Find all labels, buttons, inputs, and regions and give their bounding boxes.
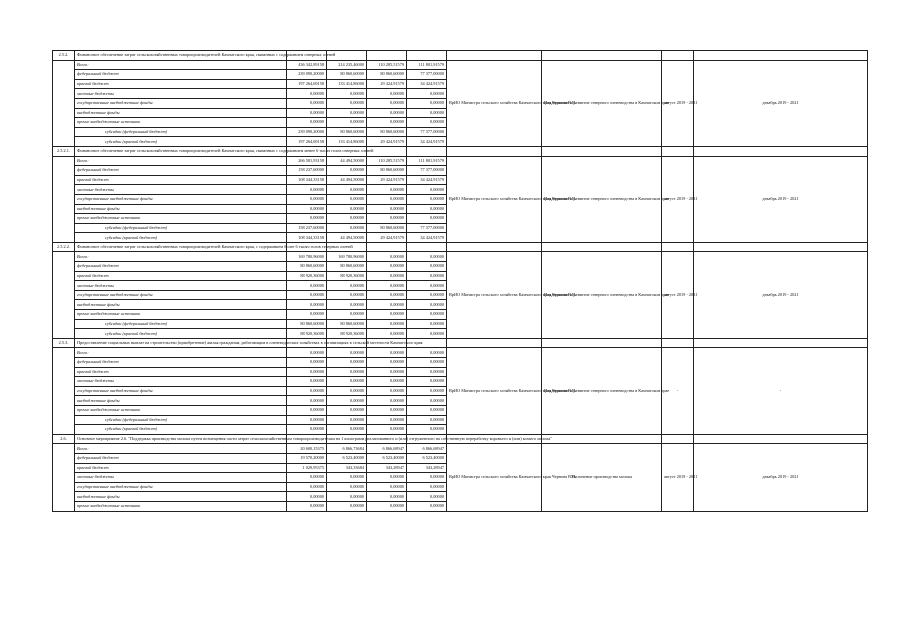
amount-cell: 266 581,93158	[287, 156, 327, 166]
amount-cell: 0,00000	[407, 204, 447, 214]
amount-cell: 111 801,91579	[407, 156, 447, 166]
term-cell: август 2019 - 2021	[662, 60, 694, 146]
amount-cell: 0,00000	[407, 329, 447, 339]
amount-cell: 1 029,95375	[287, 463, 327, 473]
amount-cell: 197 264,69158	[287, 79, 327, 89]
source-label: субсидии (краевой бюджет)	[75, 425, 287, 435]
amount-cell: 0,00000	[407, 425, 447, 435]
section-title-row	[53, 242, 868, 252]
term-cell: -	[662, 348, 694, 434]
amount-cell: 34 424,91579	[407, 175, 447, 185]
amount-cell: 0,00000	[287, 348, 327, 358]
amount-cell: 169 780,96000	[327, 252, 367, 262]
source-label: Всего:	[75, 60, 287, 70]
amount-cell: 34 424,91579	[407, 79, 447, 89]
amount-cell: 0,00000	[327, 310, 367, 320]
amount-cell: 239 090,20000	[287, 127, 327, 137]
empty-cell	[53, 348, 75, 434]
amount-cell: 0,00000	[367, 89, 407, 99]
amount-cell: 0,00000	[327, 425, 367, 435]
amount-cell: 29 424,91579	[367, 233, 407, 243]
amount-cell: 6 523,40000	[367, 453, 407, 463]
amount-cell: 0,00000	[367, 310, 407, 320]
source-label: государственные внебюджетные фонды	[75, 386, 287, 396]
amount-cell: 0,00000	[367, 425, 407, 435]
amount-cell: 0,00000	[407, 108, 447, 118]
amount-cell: 0,00000	[327, 89, 367, 99]
amount-cell: 20 600,15375	[287, 444, 327, 454]
amount-cell: 0,00000	[287, 482, 327, 492]
source-label: федеральный бюджет	[75, 358, 287, 368]
section-title: Финансовое обеспечение затрат сельскохозяйственных товаропроизводителей Камчатского края, связанных с содержанием менее 6 тысяч голов северных оленей	[75, 146, 287, 156]
amount-cell: 0,00000	[407, 358, 447, 368]
responsible-cell: ВрИО Министра сельского хозяйства Камчатского края Чернова В.П.	[447, 444, 542, 511]
source-label: прочие внебюджетные источники	[75, 310, 287, 320]
responsible-cell: ВрИО Министра сельского хозяйства Камчатского края Чернова В.П.	[447, 156, 542, 242]
amount-cell: 0,00000	[287, 214, 327, 224]
amount-cell: 77 377,00000	[407, 166, 447, 176]
result-cell: Поддержание и развитие северного оленеводства в Камчатском крае	[542, 252, 662, 338]
amount-cell: 0,00000	[367, 396, 407, 406]
section-title-row	[53, 338, 868, 348]
amount-cell: 88 920,36000	[287, 329, 327, 339]
amount-cell: 0,00000	[367, 501, 407, 511]
source-label: прочие внебюджетные источники	[75, 214, 287, 224]
amount-cell: 0,00000	[407, 185, 447, 195]
source-label: субсидии (краевой бюджет)	[75, 329, 287, 339]
amount-cell: 80 860,60000	[367, 70, 407, 80]
amount-cell: 80 860,60000	[327, 70, 367, 80]
empty-cell	[53, 444, 75, 511]
amount-cell: 0,00000	[327, 108, 367, 118]
empty-cell	[662, 146, 694, 156]
empty-cell	[447, 146, 542, 156]
amount-cell: 0,00000	[327, 348, 367, 358]
source-label: субсидии (федеральный бюджет)	[75, 127, 287, 137]
amount-cell: 80 860,60000	[367, 223, 407, 233]
empty-cell	[694, 338, 868, 348]
amount-cell: 88 920,36000	[287, 271, 327, 281]
amount-cell: 0,00000	[367, 204, 407, 214]
amount-cell: 0,00000	[327, 185, 367, 195]
responsible-cell: ВрИО Министра сельского хозяйства Камчатского края Чернова В.П.	[447, 348, 542, 434]
amount-cell: 0,00000	[327, 300, 367, 310]
amount-cell: 0,00000	[407, 252, 447, 262]
section-code: 2.6.	[53, 434, 75, 444]
period-cell: декабрь 2019 - 2021	[694, 444, 868, 511]
amount-cell: 0,00000	[407, 405, 447, 415]
source-label: краевой бюджет	[75, 463, 287, 473]
amount-cell: 0,00000	[287, 425, 327, 435]
amount-cell: 0,00000	[327, 281, 367, 291]
empty-cell	[542, 338, 662, 348]
amount-cell: 0,00000	[287, 194, 327, 204]
amount-cell: 0,00000	[407, 214, 447, 224]
amount-cell: 44 494,50000	[327, 175, 367, 185]
amount-cell: 0,00000	[367, 290, 407, 300]
amount-cell: 0,00000	[367, 358, 407, 368]
empty-cell	[447, 242, 542, 252]
amount-cell: 0,00000	[367, 367, 407, 377]
table-row	[53, 60, 868, 70]
source-label: государственные внебюджетные фонды	[75, 482, 287, 492]
period-cell: -	[694, 348, 868, 434]
amount-cell: 0,00000	[287, 185, 327, 195]
amount-cell: 0,00000	[287, 492, 327, 502]
amount-cell: 169 780,96000	[287, 252, 327, 262]
term-cell: август 2019 - 2021	[662, 252, 694, 338]
amount-cell: 0,00000	[407, 89, 447, 99]
source-label: внебюджетные фонды	[75, 396, 287, 406]
amount-cell: 0,00000	[407, 281, 447, 291]
empty-cell	[662, 51, 694, 61]
empty-cell	[694, 51, 868, 61]
empty-cell	[662, 338, 694, 348]
amount-cell: 0,00000	[327, 166, 367, 176]
empty-cell	[542, 146, 662, 156]
source-label: Всего:	[75, 156, 287, 166]
source-label: субсидии (федеральный бюджет)	[75, 223, 287, 233]
amount-cell: 158 237,60000	[287, 223, 327, 233]
amount-cell: 77 377,00000	[407, 127, 447, 137]
section-title: Финансовое обеспечение затрат сельскохозяйственных товаропроизводителей Камчатского края, с содержанием более 6 тысяч голов северных оленей	[75, 242, 287, 252]
amount-cell: 0,00000	[407, 290, 447, 300]
amount-cell: 29 424,91579	[367, 79, 407, 89]
term-cell: август 2019 - 2021	[662, 156, 694, 242]
amount-cell: 0,00000	[367, 405, 407, 415]
amount-cell: 343,33684	[327, 463, 367, 473]
amount-cell: 44 494,50000	[327, 156, 367, 166]
amount-cell: 0,00000	[287, 377, 327, 387]
section-code: 2.5.2.1.	[53, 146, 75, 156]
amount-cell: 0,00000	[367, 415, 407, 425]
amount-cell: 0,00000	[407, 396, 447, 406]
source-label: внебюджетные фонды	[75, 108, 287, 118]
amount-cell: 6 523,40000	[327, 453, 367, 463]
responsible-cell: ВрИО Министра сельского хозяйства Камчатского края Чернова В.П.	[447, 252, 542, 338]
amount-cell: 0,00000	[407, 501, 447, 511]
amount-cell: 0,00000	[367, 262, 407, 272]
source-label: субсидии (краевой бюджет)	[75, 233, 287, 243]
section-code: 2.5.2.	[53, 51, 75, 61]
amount-cell: 0,00000	[327, 290, 367, 300]
section-title: Финансовое обеспечение затрат сельскохозяйственных товаропроизводителей Камчатского края, связанных с содержанием северных оленей	[75, 51, 287, 61]
amount-cell: 0,00000	[367, 252, 407, 262]
empty-cell	[407, 146, 447, 156]
amount-cell: 0,00000	[407, 367, 447, 377]
source-label: Всего:	[75, 444, 287, 454]
source-label: федеральный бюджет	[75, 166, 287, 176]
amount-cell: 6 866,68947	[407, 444, 447, 454]
source-label: краевой бюджет	[75, 79, 287, 89]
amount-cell: 0,00000	[367, 281, 407, 291]
table-row	[53, 252, 868, 262]
amount-cell: 0,00000	[367, 319, 407, 329]
term-cell: август 2019 - 2021	[662, 444, 694, 511]
empty-cell	[662, 434, 694, 444]
source-label: субсидии (краевой бюджет)	[75, 137, 287, 147]
amount-cell: 6 866,73684	[327, 444, 367, 454]
amount-cell: 110 285,51579	[367, 60, 407, 70]
amount-cell: 343,28947	[407, 463, 447, 473]
empty-cell	[447, 51, 542, 61]
amount-cell: 0,00000	[327, 386, 367, 396]
source-label: государственные внебюджетные фонды	[75, 194, 287, 204]
empty-cell	[367, 242, 407, 252]
amount-cell: 29 424,91579	[367, 137, 407, 147]
section-title-row	[53, 146, 868, 156]
amount-cell: 0,00000	[327, 223, 367, 233]
responsible-cell: ВрИО Министра сельского хозяйства Камчатского края Чернова В.П.	[447, 60, 542, 146]
amount-cell: 0,00000	[407, 473, 447, 483]
amount-cell: 343,28947	[367, 463, 407, 473]
amount-cell: 197 264,69158	[287, 137, 327, 147]
amount-cell: 0,00000	[407, 377, 447, 387]
amount-cell: 88 920,36000	[327, 329, 367, 339]
table-row	[53, 348, 868, 358]
amount-cell: 0,00000	[367, 329, 407, 339]
amount-cell: 0,00000	[327, 482, 367, 492]
amount-cell: 6 866,68947	[367, 444, 407, 454]
amount-cell: 0,00000	[367, 386, 407, 396]
amount-cell: 0,00000	[287, 204, 327, 214]
amount-cell: 80 860,60000	[287, 319, 327, 329]
section-code: 2.5.3.	[53, 338, 75, 348]
result-cell: Увеличение производства молока	[542, 444, 662, 511]
empty-cell	[694, 434, 868, 444]
source-label: прочие внебюджетные источники	[75, 118, 287, 128]
empty-cell	[407, 51, 447, 61]
empty-cell	[542, 242, 662, 252]
amount-cell: 0,00000	[407, 118, 447, 128]
source-label: прочие внебюджетные источники	[75, 405, 287, 415]
amount-cell: 0,00000	[327, 367, 367, 377]
amount-cell: 0,00000	[367, 98, 407, 108]
amount-cell: 110 285,51579	[367, 156, 407, 166]
amount-cell: 0,00000	[407, 98, 447, 108]
amount-cell: 0,00000	[367, 377, 407, 387]
source-label: федеральный бюджет	[75, 70, 287, 80]
amount-cell: 0,00000	[367, 271, 407, 281]
amount-cell: 133 414,86000	[327, 137, 367, 147]
empty-cell	[694, 146, 868, 156]
amount-cell: 0,00000	[327, 396, 367, 406]
source-label: Всего:	[75, 348, 287, 358]
empty-cell	[407, 242, 447, 252]
amount-cell: 0,00000	[287, 281, 327, 291]
amount-cell: 239 090,20000	[287, 70, 327, 80]
amount-cell: 0,00000	[287, 300, 327, 310]
table-row	[53, 156, 868, 166]
amount-cell: 80 860,60000	[327, 319, 367, 329]
source-label: прочие внебюджетные источники	[75, 501, 287, 511]
amount-cell: 88 920,36000	[327, 271, 367, 281]
amount-cell: 0,00000	[367, 118, 407, 128]
amount-cell: 0,00000	[327, 405, 367, 415]
financing-table	[52, 50, 868, 512]
amount-cell: 0,00000	[287, 310, 327, 320]
section-title-row	[53, 51, 868, 61]
amount-cell: 0,00000	[327, 204, 367, 214]
section-title: Основное мероприятие 2.6. "Поддержка производства молока путем возмещения части затрат сельскохозяйственным товаропроизводителям на 1 килограмм реализованного и (или) отгруженного на собственную переработку коровьего и (или) козьего молока"	[75, 434, 287, 444]
amount-cell: 0,00000	[407, 386, 447, 396]
source-label: государственные внебюджетные фонды	[75, 98, 287, 108]
period-cell: декабрь 2019 - 2021	[694, 60, 868, 146]
amount-cell: 6 523,40000	[407, 453, 447, 463]
amount-cell: 0,00000	[367, 300, 407, 310]
amount-cell: 0,00000	[367, 473, 407, 483]
amount-cell: 0,00000	[407, 271, 447, 281]
amount-cell: 0,00000	[327, 473, 367, 483]
amount-cell: 214 235,46000	[327, 60, 367, 70]
source-label: краевой бюджет	[75, 271, 287, 281]
amount-cell: 0,00000	[327, 98, 367, 108]
amount-cell: 0,00000	[407, 194, 447, 204]
amount-cell: 0,00000	[287, 396, 327, 406]
amount-cell: 0,00000	[407, 319, 447, 329]
source-label: субсидии (федеральный бюджет)	[75, 415, 287, 425]
amount-cell: 436 342,89158	[287, 60, 327, 70]
empty-cell	[53, 60, 75, 146]
amount-cell: 0,00000	[287, 89, 327, 99]
result-cell: Поддержание и развитие северного оленеводства в Камчатском крае	[542, 348, 662, 434]
empty-cell	[662, 242, 694, 252]
section-title: Предоставление социальных выплат на строительство (приобретение) жилья гражданам, работающим в оленеводческих хозяйствах в организациях в сельской местности Камчатского края	[75, 338, 287, 348]
amount-cell: 0,00000	[407, 310, 447, 320]
amount-cell: 158 237,60000	[287, 166, 327, 176]
amount-cell: 34 424,91579	[407, 137, 447, 147]
amount-cell: 80 860,60000	[367, 127, 407, 137]
section-title-row	[53, 434, 868, 444]
amount-cell: 0,00000	[367, 348, 407, 358]
amount-cell: 0,00000	[327, 377, 367, 387]
amount-cell: 19 570,20000	[287, 453, 327, 463]
amount-cell: 0,00000	[327, 118, 367, 128]
result-cell: Поддержание и развитие северного оленеводства в Камчатском крае	[542, 60, 662, 146]
amount-cell: 0,00000	[327, 358, 367, 368]
source-label: федеральный бюджет	[75, 262, 287, 272]
empty-cell	[53, 252, 75, 338]
amount-cell: 0,00000	[287, 501, 327, 511]
source-label: местные бюджеты	[75, 281, 287, 291]
amount-cell: 133 414,86000	[327, 79, 367, 89]
amount-cell: 0,00000	[287, 118, 327, 128]
source-label: местные бюджеты	[75, 185, 287, 195]
amount-cell: 80 860,60000	[327, 262, 367, 272]
amount-cell: 108 344,33158	[287, 175, 327, 185]
amount-cell: 0,00000	[367, 482, 407, 492]
amount-cell: 0,00000	[327, 214, 367, 224]
amount-cell: 0,00000	[287, 367, 327, 377]
amount-cell: 0,00000	[407, 492, 447, 502]
amount-cell: 0,00000	[287, 405, 327, 415]
source-label: федеральный бюджет	[75, 453, 287, 463]
amount-cell: 0,00000	[367, 185, 407, 195]
source-label: внебюджетные фонды	[75, 204, 287, 214]
source-label: местные бюджеты	[75, 89, 287, 99]
amount-cell: 80 860,60000	[327, 127, 367, 137]
amount-cell: 80 860,60000	[367, 166, 407, 176]
source-label: государственные внебюджетные фонды	[75, 290, 287, 300]
amount-cell: 0,00000	[407, 348, 447, 358]
amount-cell: 108 344,33158	[287, 233, 327, 243]
amount-cell: 77 377,00000	[407, 223, 447, 233]
amount-cell: 0,00000	[287, 473, 327, 483]
amount-cell: 0,00000	[287, 386, 327, 396]
amount-cell: 0,00000	[407, 415, 447, 425]
amount-cell: 0,00000	[407, 262, 447, 272]
empty-cell	[447, 338, 542, 348]
amount-cell: 111 801,91579	[407, 60, 447, 70]
amount-cell: 0,00000	[287, 358, 327, 368]
amount-cell: 0,00000	[407, 482, 447, 492]
source-label: внебюджетные фонды	[75, 492, 287, 502]
amount-cell: 0,00000	[367, 214, 407, 224]
amount-cell: 0,00000	[327, 415, 367, 425]
source-label: Всего:	[75, 252, 287, 262]
amount-cell: 0,00000	[367, 108, 407, 118]
amount-cell: 44 494,50000	[327, 233, 367, 243]
amount-cell: 80 860,60000	[287, 262, 327, 272]
amount-cell: 34 424,91579	[407, 233, 447, 243]
empty-cell	[542, 51, 662, 61]
empty-cell	[542, 434, 662, 444]
section-code: 2.5.2.2.	[53, 242, 75, 252]
amount-cell: 0,00000	[367, 194, 407, 204]
amount-cell: 0,00000	[327, 492, 367, 502]
amount-cell: 0,00000	[287, 290, 327, 300]
empty-cell	[53, 156, 75, 242]
amount-cell: 0,00000	[327, 501, 367, 511]
amount-cell: 0,00000	[287, 98, 327, 108]
empty-cell	[367, 51, 407, 61]
source-label: краевой бюджет	[75, 175, 287, 185]
table-row	[53, 444, 868, 454]
source-label: краевой бюджет	[75, 367, 287, 377]
source-label: местные бюджеты	[75, 377, 287, 387]
empty-cell	[694, 242, 868, 252]
period-cell: декабрь 2019 - 2021	[694, 252, 868, 338]
source-label: местные бюджеты	[75, 473, 287, 483]
amount-cell: 0,00000	[287, 415, 327, 425]
amount-cell: 0,00000	[367, 492, 407, 502]
period-cell: декабрь 2019 - 2021	[694, 156, 868, 242]
document-page	[52, 50, 867, 610]
amount-cell: 0,00000	[407, 300, 447, 310]
amount-cell: 0,00000	[327, 194, 367, 204]
source-label: внебюджетные фонды	[75, 300, 287, 310]
source-label: субсидии (федеральный бюджет)	[75, 319, 287, 329]
amount-cell: 0,00000	[287, 108, 327, 118]
amount-cell: 77 377,00000	[407, 70, 447, 80]
result-cell: Поддержание и развитие северного оленеводства в Камчатском крае	[542, 156, 662, 242]
amount-cell: 29 424,91579	[367, 175, 407, 185]
